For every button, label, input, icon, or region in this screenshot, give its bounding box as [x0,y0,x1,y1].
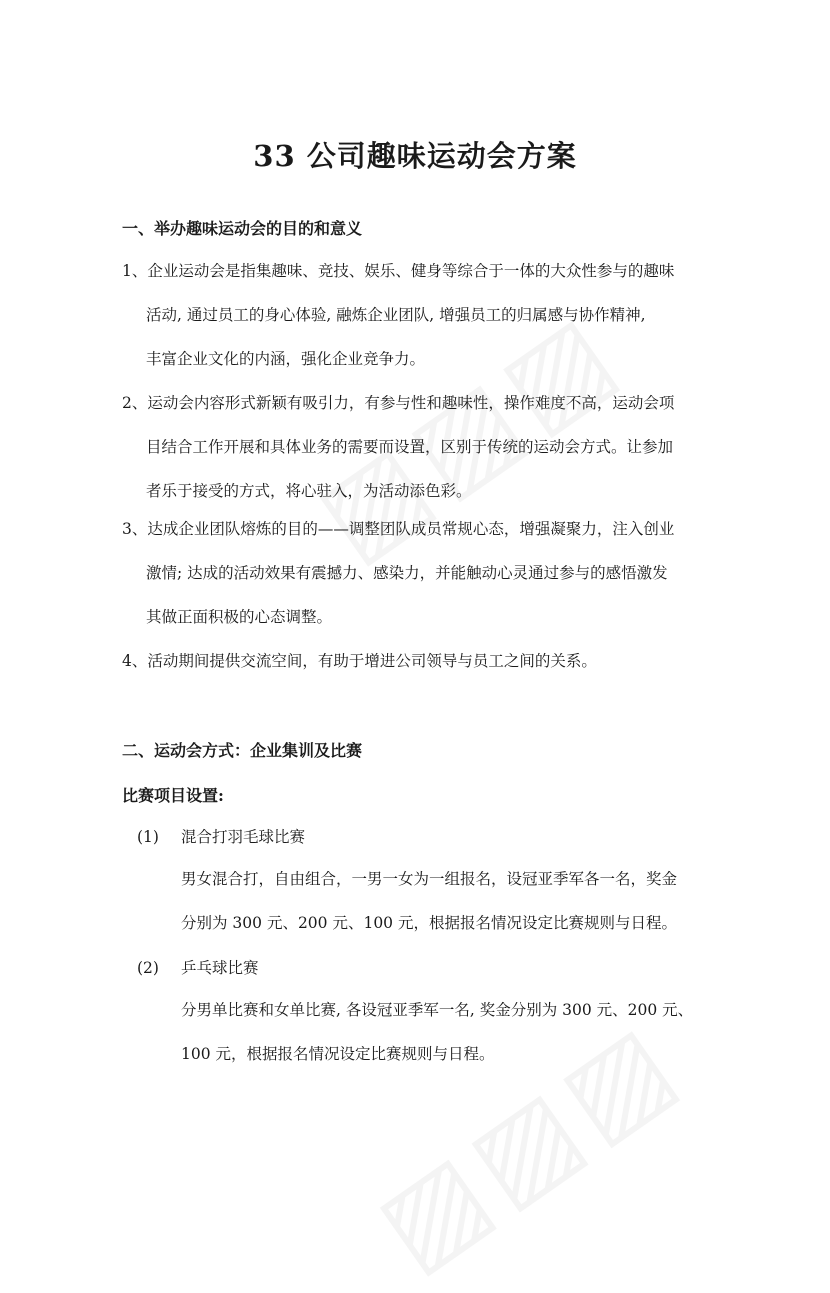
section-heading-purpose: 一、举办趣味运动会的目的和意义 [122,219,363,238]
detail-line: 100 元，根据报名情况设定比赛规则与日程。 [181,1045,495,1063]
paragraph-3 [122,507,718,639]
paragraph-1 [122,249,718,381]
detail-line: 分别为 300 元、200 元、100 元，根据报名情况设定比赛规则与日程。 [181,914,677,932]
paragraph-line: 1、企业运动会是指集趣味、竞技、娱乐、健身等综合于一体的大众性参与的趣味 [122,262,675,280]
paragraph-2 [122,381,718,513]
event-name: 混合打羽毛球比赛 [181,828,306,846]
event-item-table-tennis [137,956,259,980]
subsection-heading-events: 比赛项目设置: [122,786,224,805]
document-title: 33 公司趣味运动会方案 [253,139,577,173]
detail-line: 男女混合打，自由组合，一男一女为一组报名，设冠亚季军各一名，奖金 [181,870,678,888]
paragraph-line: 2、运动会内容形式新颖有吸引力，有参与性和趣味性，操作难度不高，运动会项 [122,394,675,412]
section-heading-format: 二、运动会方式：企业集训及比赛 [122,741,363,760]
paragraph-line: 激情; 达成的活动效果有震撼力、感染力，并能触动心灵通过参与的感悟激发 [146,564,668,582]
paragraph-4 [122,639,718,683]
event-number: (1) [137,828,159,846]
paragraph-line: 4、活动期间提供交流空间，有助于增进公司领导与员工之间的关系。 [122,652,597,670]
paragraph-line: 其做正面积极的心态调整。 [146,608,333,626]
detail-line: 分男单比赛和女单比赛, 各设冠亚季军一名, 奖金分别为 300 元、200 元、 [181,1001,694,1019]
event-detail-table-tennis [181,988,721,1076]
event-number: (2) [137,959,159,977]
event-detail-badminton [181,857,721,945]
paragraph-line: 3、达成企业团队熔炼的目的——调整团队成员常规心态，增强凝聚力，注入创业 [122,520,675,538]
paragraph-line: 目结合工作开展和具体业务的需要而设置，区别于传统的运动会方式。让参加 [146,438,674,456]
paragraph-line: 活动, 通过员工的身心体验, 融炼企业团队, 增强员工的归属感与协作精神, [146,306,646,324]
event-item-badminton [137,825,305,849]
paragraph-line: 者乐于接受的方式，将心驻入，为活动添色彩。 [146,482,472,500]
paragraph-line: 丰富企业文化的内涵，强化企业竞争力。 [146,350,426,368]
event-name: 乒乓球比赛 [181,959,259,977]
